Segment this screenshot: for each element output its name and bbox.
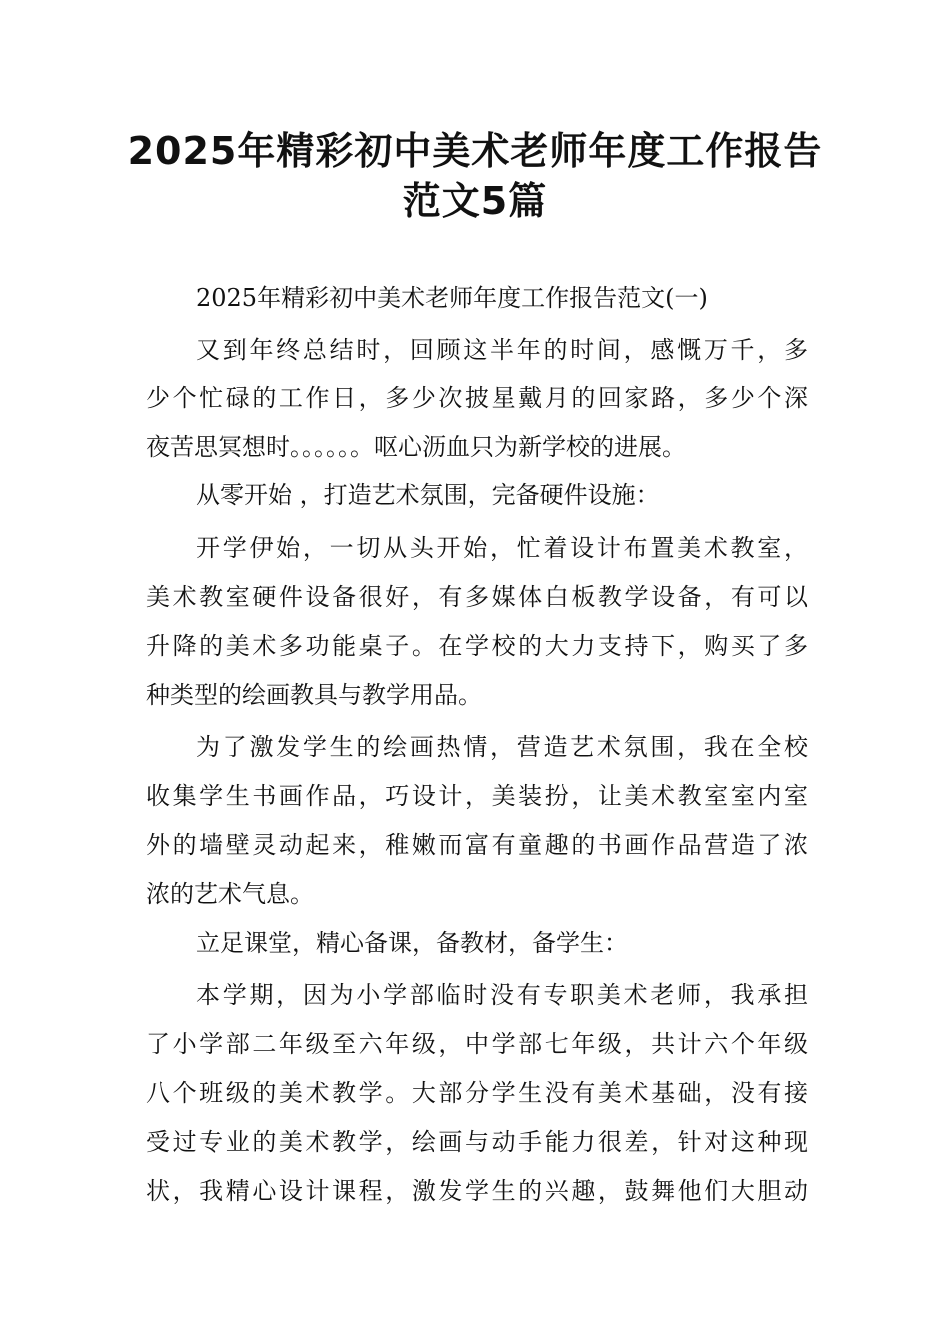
paragraph-line: 升降的美术多功能桌子。在学校的大力支持下，购买了多	[146, 632, 808, 660]
paragraph-line: 受过专业的美术教学，绘画与动手能力很差，针对这种现	[146, 1128, 808, 1156]
paragraph-line: 开学伊始，一切从头开始，忙着设计布置美术教室，	[196, 534, 808, 562]
paragraph-line: 浓的艺术气息。	[146, 880, 314, 908]
paragraph-line: 夜苦思冥想时。。。。。。呕心沥血只为新学校的进展。	[146, 433, 686, 461]
paragraph-line: 外的墙壁灵动起来，稚嫩而富有童趣的书画作品营造了浓	[146, 831, 808, 859]
subheading-line: 从零开始 ，打造艺术氛围，完备硬件设施：	[196, 481, 660, 509]
document-title-line-2: 范文5篇	[402, 179, 548, 223]
paragraph-line: 了小学部二年级至六年级，中学部七年级，共计六个年级	[146, 1030, 808, 1058]
paragraph-line: 为了激发学生的绘画热情，营造艺术氛围，我在全校	[196, 733, 808, 761]
paragraph-line: 八个班级的美术教学。大部分学生没有美术基础，没有接	[146, 1079, 808, 1107]
paragraph-line: 少个忙碌的工作日，多少次披星戴月的回家路，多少个深	[146, 384, 808, 412]
paragraph-line: 本学期，因为小学部临时没有专职美术老师，我承担	[196, 981, 808, 1009]
paragraph-line: 又到年终总结时，回顾这半年的时间，感慨万千，多	[196, 336, 808, 364]
section-heading: 2025年精彩初中美术老师年度工作报告范文(一)	[196, 284, 708, 312]
subheading-line: 立足课堂，精心备课，备教材，备学生：	[196, 929, 628, 957]
paragraph-line: 美术教室硬件设备很好，有多媒体白板教学设备，有可以	[146, 583, 808, 611]
paragraph-line: 状，我精心设计课程，激发学生的兴趣，鼓舞他们大胆动	[146, 1177, 808, 1205]
document-title-line-1: 2025年精彩初中美术老师年度工作报告	[127, 129, 823, 173]
paragraph-line: 收集学生书画作品，巧设计，美装扮，让美术教室室内室	[146, 782, 808, 810]
paragraph-line: 种类型的绘画教具与教学用品。	[146, 681, 482, 709]
